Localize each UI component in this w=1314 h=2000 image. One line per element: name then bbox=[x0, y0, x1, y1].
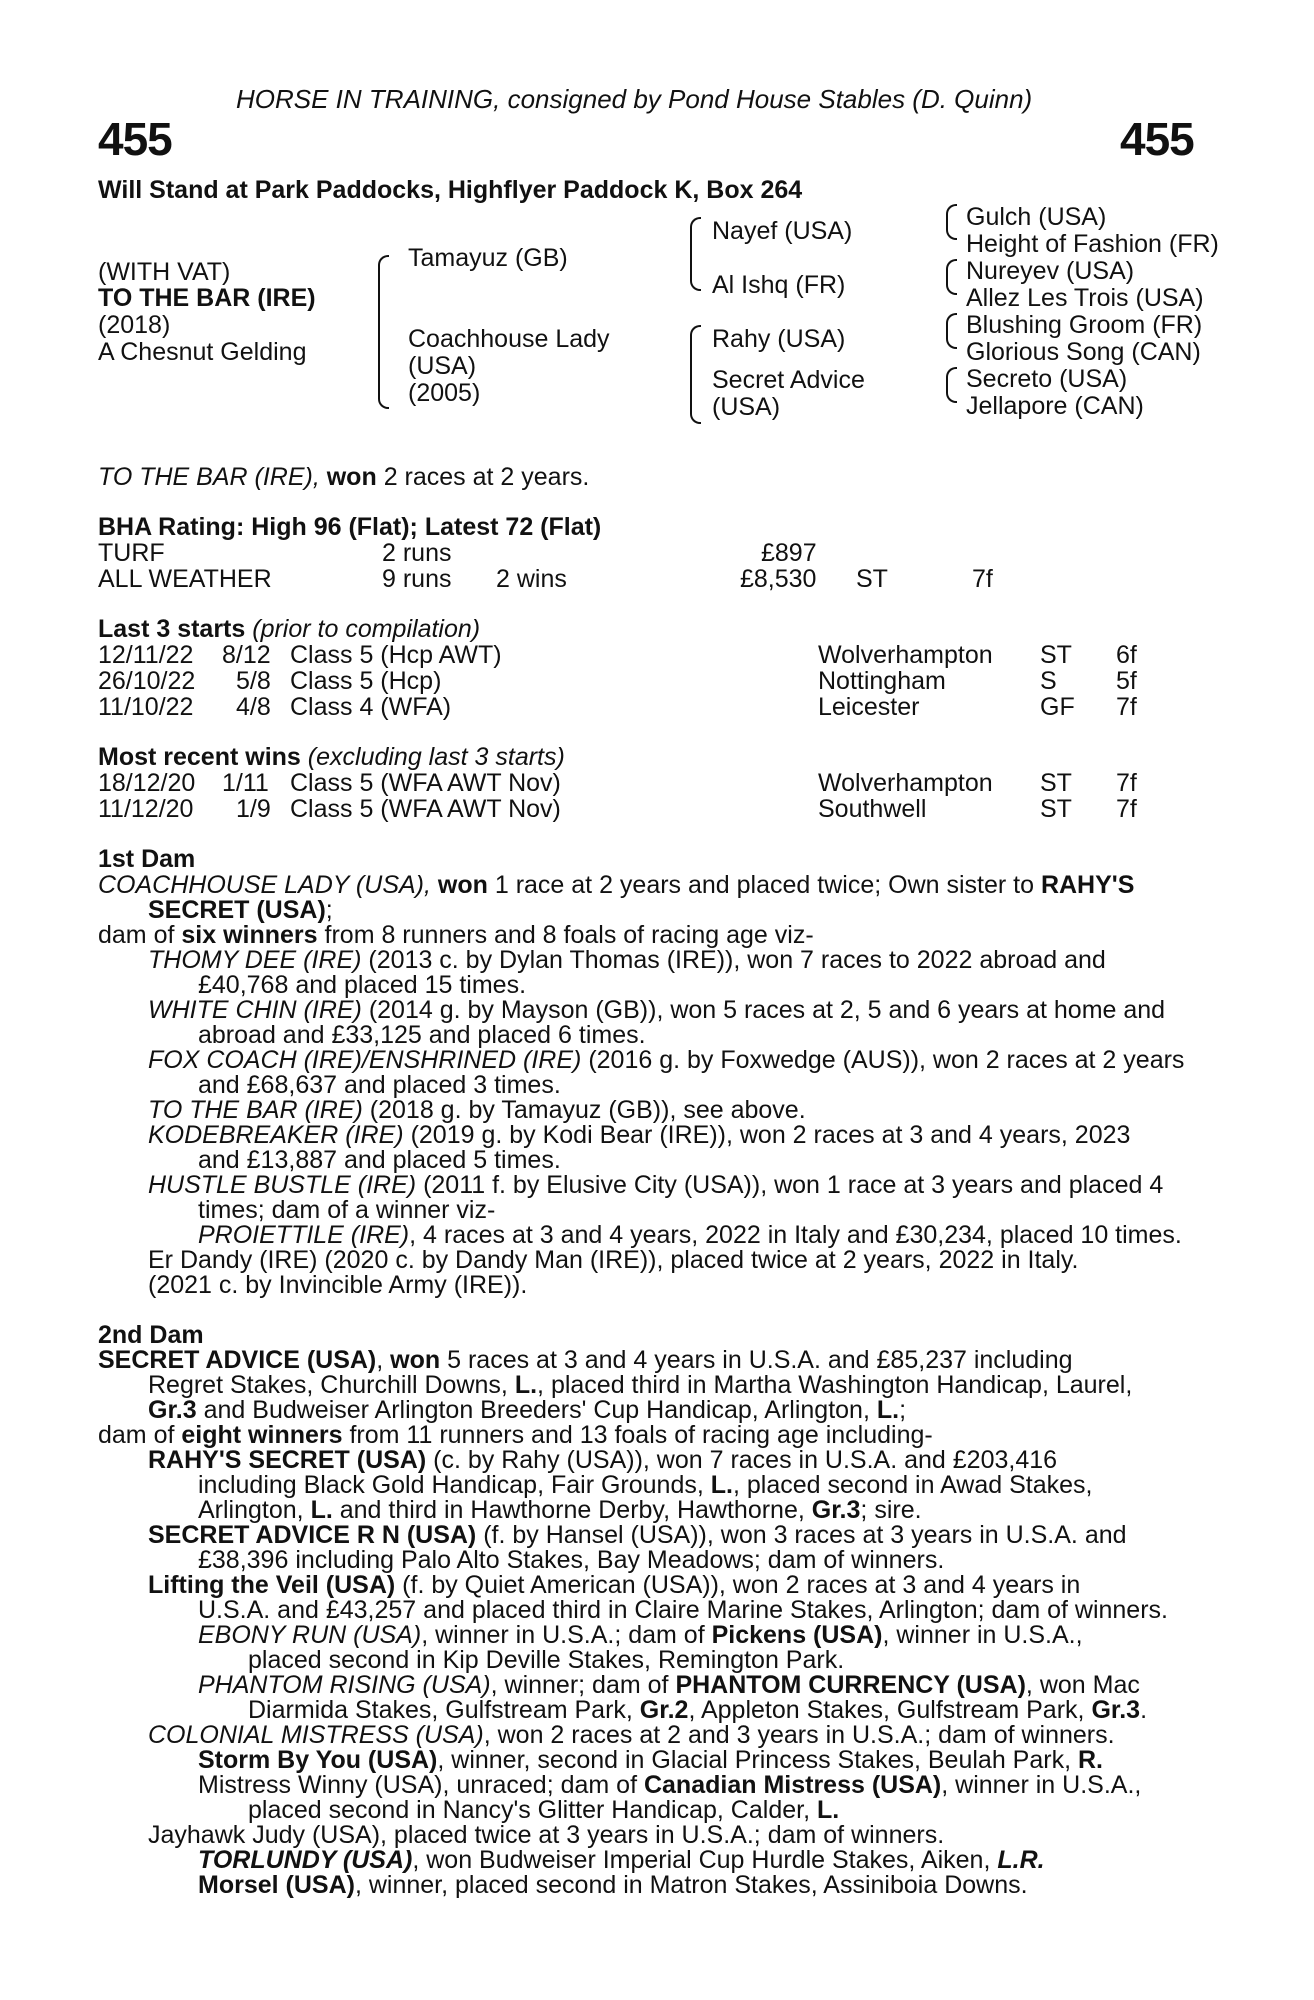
rating-distance: 7f bbox=[972, 565, 993, 593]
recent-wins-heading bbox=[98, 744, 565, 770]
rating-going: ST bbox=[856, 565, 888, 593]
produce-entry bbox=[148, 1047, 1184, 1073]
vat-status: (WITH VAT) bbox=[98, 258, 231, 286]
produce-name: Pickens (USA) bbox=[711, 1621, 883, 1649]
dam-record: 1 race at 2 years and placed twice; Own sister to bbox=[494, 871, 1034, 899]
produce-name: THOMY DEE (IRE) bbox=[148, 946, 362, 974]
produce-name: Morsel (USA) bbox=[198, 1871, 355, 1899]
produce-entry bbox=[148, 1097, 806, 1123]
race-text: , placed second in Awad Stakes, bbox=[732, 1471, 1093, 1499]
horse-name: TO THE BAR (IRE) bbox=[98, 284, 316, 312]
grade-badge: L. bbox=[816, 1796, 840, 1824]
lot-number-left: 455 bbox=[98, 113, 172, 165]
win-distance: 7f bbox=[1116, 769, 1137, 797]
last3-note: (prior to compilation) bbox=[252, 615, 481, 643]
start-going: GF bbox=[1040, 693, 1075, 721]
grade-badge: L. bbox=[310, 1496, 333, 1524]
produce-name: WHITE CHIN (IRE) bbox=[148, 996, 362, 1024]
produce-entry bbox=[148, 1522, 1127, 1548]
dam-name: SECRET ADVICE (USA) bbox=[98, 1346, 377, 1374]
rating-surface: TURF bbox=[98, 539, 165, 567]
pedigree-dds: Secreto (USA) bbox=[966, 365, 1128, 393]
bha-rating-title: BHA Rating: High 96 (Flat); Latest 72 (Flat) bbox=[98, 513, 602, 541]
sibling-name: RAHY'S bbox=[1040, 871, 1135, 899]
last3-heading bbox=[98, 616, 480, 642]
grade-badge: L.R. bbox=[997, 1846, 1045, 1874]
race-text: including Black Gold Handicap, Fair Grounds, bbox=[198, 1471, 704, 1499]
produce-name: Storm By You (USA) bbox=[198, 1746, 438, 1774]
produce-entry: Jayhawk Judy (USA), placed twice at 3 years in U.S.A.; dam of winners. bbox=[148, 1821, 945, 1849]
start-course: Leicester bbox=[818, 693, 920, 721]
race-text: placed second in Nancy's Glitter Handicap, Calder, bbox=[248, 1796, 811, 1824]
produce-entry bbox=[148, 1572, 1080, 1598]
summary-horse-name: TO THE BAR (IRE), bbox=[98, 463, 320, 491]
produce-name: HUSTLE BUSTLE (IRE) bbox=[148, 1171, 417, 1199]
punctuation: . bbox=[1140, 1696, 1148, 1724]
produce-name: COLONIAL MISTRESS (USA) bbox=[148, 1721, 484, 1749]
start-course: Nottingham bbox=[818, 667, 946, 695]
produce-entry bbox=[198, 1747, 1103, 1773]
produce-entry-cont: £40,768 and placed 15 times. bbox=[198, 971, 527, 999]
horse-year: (2018) bbox=[98, 311, 171, 339]
produce-name: Canadian Mistress (USA) bbox=[643, 1771, 942, 1799]
produce-entry-cont: abroad and £33,125 and placed 6 times. bbox=[198, 1021, 646, 1049]
produce-record: (2019 g. by Kodi Bear (IRE)), won 2 races at 3 and 4 years, 2023 bbox=[410, 1121, 1131, 1149]
grade-badge: Gr.3 bbox=[148, 1396, 197, 1424]
produce-name: RAHY'S SECRET (USA) bbox=[148, 1446, 427, 1474]
won-label: won bbox=[390, 1346, 441, 1374]
win-going: ST bbox=[1040, 769, 1072, 797]
produce-record: , won 2 races at 2 and 3 years in U.S.A.; dam of winners. bbox=[483, 1721, 1115, 1749]
pedigree-brace-sire bbox=[690, 217, 701, 291]
produce-record: (2016 g. by Foxwedge (AUS)), won 2 races at 2 years bbox=[588, 1046, 1185, 1074]
produce-entry bbox=[198, 1772, 1141, 1798]
produce-record: , won Budweiser Imperial Cup Hurdle Stakes, Aiken, bbox=[412, 1846, 991, 1874]
pedigree-dam-sire: Rahy (USA) bbox=[712, 325, 846, 353]
produce-record: (2011 f. by Elusive City (USA)), won 1 race at 3 years and placed 4 bbox=[423, 1171, 1164, 1199]
race-text: Diarmida Stakes, Gulfstream Park, bbox=[248, 1696, 633, 1724]
race-text: and Budweiser Arlington Breeders' Cup Handicap, Arlington, bbox=[203, 1396, 870, 1424]
pedigree-dam-line1: Coachhouse Lady bbox=[408, 325, 610, 353]
start-date: 26/10/22 bbox=[98, 667, 196, 695]
race-text: ; sire. bbox=[860, 1496, 922, 1524]
pedigree-dam-dam-line2: (USA) bbox=[712, 393, 781, 421]
produce-record: , winner in U.S.A., bbox=[882, 1621, 1083, 1649]
produce-record: , 4 races at 3 and 4 years, 2022 in Italy and £30,234, placed 10 times. bbox=[409, 1221, 1182, 1249]
race-text: Regret Stakes, Churchill Downs, bbox=[148, 1371, 508, 1399]
produce-name: TORLUNDY (USA) bbox=[198, 1846, 413, 1874]
produce-name: PHANTOM CURRENCY (USA) bbox=[675, 1671, 1026, 1699]
summary-rest: 2 races at 2 years. bbox=[383, 463, 590, 491]
rating-prize: £8,530 bbox=[740, 565, 817, 593]
start-position: 4/8 bbox=[236, 693, 271, 721]
punctuation: , bbox=[376, 1346, 384, 1374]
summary-won: won bbox=[326, 463, 377, 491]
produce-record: (f. by Hansel (USA)), won 3 races at 3 years in U.S.A. and bbox=[483, 1521, 1127, 1549]
start-position: 5/8 bbox=[236, 667, 271, 695]
grade-badge: L. bbox=[710, 1471, 733, 1499]
produce-record: , winner in U.S.A.; dam of bbox=[421, 1621, 705, 1649]
lot-number-right: 455 bbox=[1120, 113, 1194, 165]
produce-entry bbox=[198, 1222, 1182, 1248]
pedigree-sire: Tamayuz (GB) bbox=[408, 244, 568, 272]
produce-entry-cont: U.S.A. and £43,257 and placed third in Claire Marine Stakes, Arlington; dam of winners. bbox=[198, 1596, 1168, 1624]
last3-title: Last 3 starts bbox=[98, 615, 246, 643]
produce-entry bbox=[148, 1722, 1115, 1748]
produce-name: TO THE BAR (IRE) bbox=[148, 1096, 363, 1124]
produce-entry bbox=[198, 1872, 1028, 1898]
produce-entry bbox=[148, 1122, 1130, 1148]
produce-entry bbox=[148, 1447, 1057, 1473]
produce-entry-cont bbox=[198, 1472, 1092, 1498]
rating-surface: ALL WEATHER bbox=[98, 565, 272, 593]
grade-badge: Gr.2 bbox=[639, 1696, 689, 1724]
produce-name: PHANTOM RISING (USA) bbox=[198, 1671, 491, 1699]
start-going: S bbox=[1040, 667, 1057, 695]
produce-entry bbox=[148, 997, 1165, 1023]
race-text: Arlington, bbox=[198, 1496, 304, 1524]
produce-entry-cont bbox=[248, 1697, 1147, 1723]
consignor-line: HORSE IN TRAINING, consigned by Pond House Stables (D. Quinn) bbox=[236, 84, 1033, 114]
pedigree-sss: Gulch (USA) bbox=[966, 203, 1107, 231]
first-dam-line bbox=[148, 897, 333, 923]
produce-name: SECRET ADVICE R N (USA) bbox=[148, 1521, 477, 1549]
won-label: won bbox=[437, 871, 488, 899]
produce-entry-cont bbox=[248, 1797, 839, 1823]
produce-record: Mistress Winny (USA), unraced; dam of bbox=[198, 1771, 638, 1799]
winners-count: six winners bbox=[181, 921, 318, 949]
start-distance: 5f bbox=[1116, 667, 1137, 695]
rating-runs: 9 runs bbox=[382, 565, 452, 593]
produce-entry bbox=[148, 947, 1106, 973]
produce-entry-cont bbox=[198, 1497, 922, 1523]
pedigree-brace-gen1 bbox=[378, 255, 389, 409]
second-dam-line bbox=[148, 1372, 1132, 1398]
pedigree-dss: Blushing Groom (FR) bbox=[966, 311, 1203, 339]
race-text: , Appleton Stakes, Gulfstream Park, bbox=[688, 1696, 1085, 1724]
win-course: Wolverhampton bbox=[818, 769, 993, 797]
produce-entry bbox=[198, 1847, 1045, 1873]
punctuation: ; bbox=[325, 896, 333, 924]
produce-name: Lifting the Veil (USA) bbox=[148, 1571, 396, 1599]
start-date: 11/10/22 bbox=[98, 693, 194, 721]
recent-wins-title: Most recent wins bbox=[98, 743, 301, 771]
rating-runs: 2 runs bbox=[382, 539, 452, 567]
pedigree-sire-sire: Nayef (USA) bbox=[712, 217, 853, 245]
grade-badge: Gr.3 bbox=[811, 1496, 861, 1524]
winners-count: eight winners bbox=[181, 1421, 343, 1449]
produce-entry-cont: times; dam of a winner viz- bbox=[198, 1196, 496, 1224]
dam-name: COACHHOUSE LADY (USA), bbox=[98, 871, 431, 899]
punctuation: ; bbox=[899, 1396, 907, 1424]
foals-summary: from 8 runners and 8 foals of racing age viz- bbox=[324, 921, 814, 949]
first-dam-line bbox=[98, 872, 1134, 898]
start-distance: 7f bbox=[1116, 693, 1137, 721]
produce-record: (2013 c. by Dylan Thomas (IRE)), won 7 races to 2022 abroad and bbox=[368, 946, 1106, 974]
produce-record: (2014 g. by Mayson (GB)), won 5 races at 2, 5 and 6 years at home and bbox=[368, 996, 1166, 1024]
start-course: Wolverhampton bbox=[818, 641, 993, 669]
produce-entry-cont: £38,396 including Palo Alto Stakes, Bay Meadows; dam of winners. bbox=[198, 1546, 945, 1574]
rating-prize: £897 bbox=[761, 539, 817, 567]
pedigree-sire-dam: Al Ishq (FR) bbox=[712, 271, 846, 299]
win-position: 1/9 bbox=[236, 795, 271, 823]
pedigree-brace-dam bbox=[690, 325, 701, 424]
pedigree-ssd: Height of Fashion (FR) bbox=[966, 230, 1219, 258]
pedigree-dam-dam-line1: Secret Advice bbox=[712, 366, 865, 394]
dam-record: 5 races at 3 and 4 years in U.S.A. and £85,237 including bbox=[447, 1346, 1073, 1374]
pedigree-dam-line2: (USA) bbox=[408, 352, 477, 380]
start-race: Class 5 (Hcp AWT) bbox=[290, 641, 502, 669]
produce-name: PROIETTILE (IRE) bbox=[198, 1221, 410, 1249]
produce-record: (f. by Quiet American (USA)), won 2 races at 3 and 4 years in bbox=[402, 1571, 1081, 1599]
win-date: 18/12/20 bbox=[98, 769, 196, 797]
win-distance: 7f bbox=[1116, 795, 1137, 823]
produce-name: EBONY RUN (USA) bbox=[198, 1621, 422, 1649]
pedigree-sds: Nureyev (USA) bbox=[966, 257, 1135, 285]
pedigree-dam-line3: (2005) bbox=[408, 379, 481, 407]
produce-record: , won Mac bbox=[1025, 1671, 1140, 1699]
start-distance: 6f bbox=[1116, 641, 1137, 669]
produce-entry bbox=[198, 1672, 1140, 1698]
dam-of-label: dam of bbox=[98, 1421, 175, 1449]
grade-badge: L. bbox=[876, 1396, 900, 1424]
sibling-name: SECRET (USA) bbox=[148, 896, 326, 924]
produce-entry-cont: placed second in Kip Deville Stakes, Remington Park. bbox=[248, 1646, 845, 1674]
start-position: 8/12 bbox=[222, 641, 271, 669]
pedigree-ddd: Jellapore (CAN) bbox=[966, 392, 1144, 420]
win-date: 11/12/20 bbox=[98, 795, 194, 823]
rating-wins: 2 wins bbox=[496, 565, 567, 593]
start-race: Class 5 (Hcp) bbox=[290, 667, 442, 695]
second-dam-line bbox=[148, 1397, 906, 1423]
produce-entry bbox=[198, 1622, 1083, 1648]
produce-record: (c. by Rahy (USA)), won 7 races in U.S.A. and £203,416 bbox=[433, 1446, 1058, 1474]
produce-entry bbox=[148, 1172, 1163, 1198]
pedigree-dsd: Glorious Song (CAN) bbox=[966, 338, 1201, 366]
produce-entry-cont: and £13,887 and placed 5 times. bbox=[198, 1146, 561, 1174]
produce-record: , winner, second in Glacial Princess Stakes, Beulah Park, bbox=[437, 1746, 1072, 1774]
pedigree-brace-ds bbox=[946, 313, 957, 349]
win-going: ST bbox=[1040, 795, 1072, 823]
produce-name: FOX COACH (IRE)/ENSHRINED (IRE) bbox=[148, 1046, 582, 1074]
race-summary bbox=[98, 464, 589, 490]
horse-description: A Chesnut Gelding bbox=[98, 338, 307, 366]
win-course: Southwell bbox=[818, 795, 927, 823]
race-text: , placed third in Martha Washington Handicap, Laurel, bbox=[537, 1371, 1133, 1399]
grade-badge: Gr.3 bbox=[1091, 1696, 1141, 1724]
produce-name: KODEBREAKER (IRE) bbox=[148, 1121, 404, 1149]
pedigree-brace-ss bbox=[946, 204, 957, 240]
win-race: Class 5 (WFA AWT Nov) bbox=[290, 769, 561, 797]
grade-badge: L. bbox=[514, 1371, 538, 1399]
grade-badge: R. bbox=[1077, 1746, 1103, 1774]
produce-record: , winner, placed second in Matron Stakes, Assiniboia Downs. bbox=[354, 1871, 1028, 1899]
race-text: and third in Hawthorne Derby, Hawthorne, bbox=[339, 1496, 805, 1524]
start-date: 12/11/22 bbox=[98, 641, 194, 669]
produce-record: , winner in U.S.A., bbox=[941, 1771, 1142, 1799]
produce-entry: (2021 c. by Invincible Army (IRE)). bbox=[148, 1271, 528, 1299]
first-dam-line bbox=[98, 922, 814, 948]
start-race: Class 4 (WFA) bbox=[290, 693, 452, 721]
produce-entry: Er Dandy (IRE) (2020 c. by Dandy Man (IRE)), placed twice at 2 years, 2022 in Italy. bbox=[148, 1246, 1079, 1274]
pedigree-brace-dd bbox=[946, 367, 957, 403]
produce-record: (2018 g. by Tamayuz (GB)), see above. bbox=[369, 1096, 806, 1124]
dam-of-label: dam of bbox=[98, 921, 175, 949]
win-race: Class 5 (WFA AWT Nov) bbox=[290, 795, 561, 823]
pedigree-brace-sd bbox=[946, 259, 957, 295]
foals-summary: from 11 runners and 13 foals of racing age including- bbox=[349, 1421, 933, 1449]
win-position: 1/11 bbox=[222, 769, 269, 797]
second-dam-line bbox=[98, 1347, 1073, 1373]
recent-wins-note: (excluding last 3 starts) bbox=[307, 743, 565, 771]
produce-record: , winner; dam of bbox=[490, 1671, 669, 1699]
second-dam-heading: 2nd Dam bbox=[98, 1321, 204, 1349]
stand-location: Will Stand at Park Paddocks, Highflyer Paddock K, Box 264 bbox=[98, 176, 803, 204]
second-dam-line bbox=[98, 1422, 933, 1448]
pedigree-sdd: Allez Les Trois (USA) bbox=[966, 284, 1204, 312]
start-going: ST bbox=[1040, 641, 1072, 669]
produce-entry-cont: and £68,637 and placed 3 times. bbox=[198, 1071, 561, 1099]
first-dam-heading: 1st Dam bbox=[98, 845, 196, 873]
